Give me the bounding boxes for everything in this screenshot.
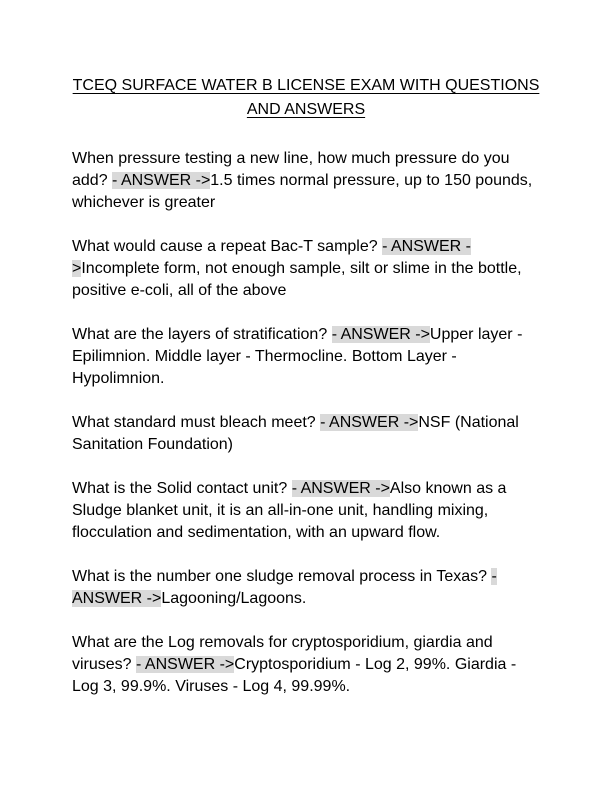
answer-marker: - ANSWER ->: [320, 414, 419, 431]
answer-marker: - ANSWER ->: [72, 568, 497, 607]
answer-text: Lagooning/Lagoons.: [161, 590, 307, 607]
qa-item-4: [72, 412, 540, 456]
answer-text: Cryptosporidium - Log 2, 99%. Giardia - Log 3, 99.9%. Viruses - Log 4, 99.99%.: [72, 656, 517, 695]
qa-item-5: [72, 478, 540, 544]
answer-text: 1.5 times normal pressure, up to 150 pounds, whichever is greater: [72, 172, 533, 211]
answer-text: NSF (National Sanitation Foundation): [72, 414, 519, 453]
document-title: TCEQ SURFACE WATER B LICENSE EXAM WITH QUESTIONS AND ANSWERS: [72, 77, 540, 118]
qa-item-3: [72, 324, 540, 390]
question-text: What are the Log removals for cryptosporidium, giardia and viruses?: [72, 634, 493, 673]
answer-text: Incomplete form, not enough sample, silt or slime in the bottle, positive e-coli, all of the above: [72, 260, 522, 299]
answer-marker: - ANSWER ->: [291, 480, 390, 497]
qa-item-1: [72, 148, 540, 214]
qa-item-7: [72, 632, 540, 698]
answer-marker: - ANSWER ->: [331, 326, 430, 343]
answer-marker: - ANSWER ->: [112, 172, 211, 189]
question-text: What would cause a repeat Bac-T sample?: [72, 238, 378, 255]
answer-text: Also known as a Sludge blanket unit, it is an all-in-one unit, handling mixing, flocculation and sedimentation, with an upward flow.: [72, 480, 507, 541]
question-text: What standard must bleach meet?: [72, 414, 316, 431]
answer-marker: - ANSWER ->: [136, 656, 235, 673]
question-text: What is the Solid contact unit?: [72, 480, 288, 497]
answer-text: Upper layer - Epilimnion. Middle layer - Thermocline. Bottom Layer - Hypolimnion.: [72, 326, 523, 387]
question-text: When pressure testing a new line, how much pressure do you add?: [72, 150, 510, 189]
question-text: What are the layers of stratification?: [72, 326, 328, 343]
question-text: What is the number one sludge removal process in Texas?: [72, 568, 488, 585]
qa-item-6: [72, 566, 540, 610]
qa-item-2: [72, 236, 540, 302]
answer-marker: - ANSWER ->: [72, 238, 471, 277]
